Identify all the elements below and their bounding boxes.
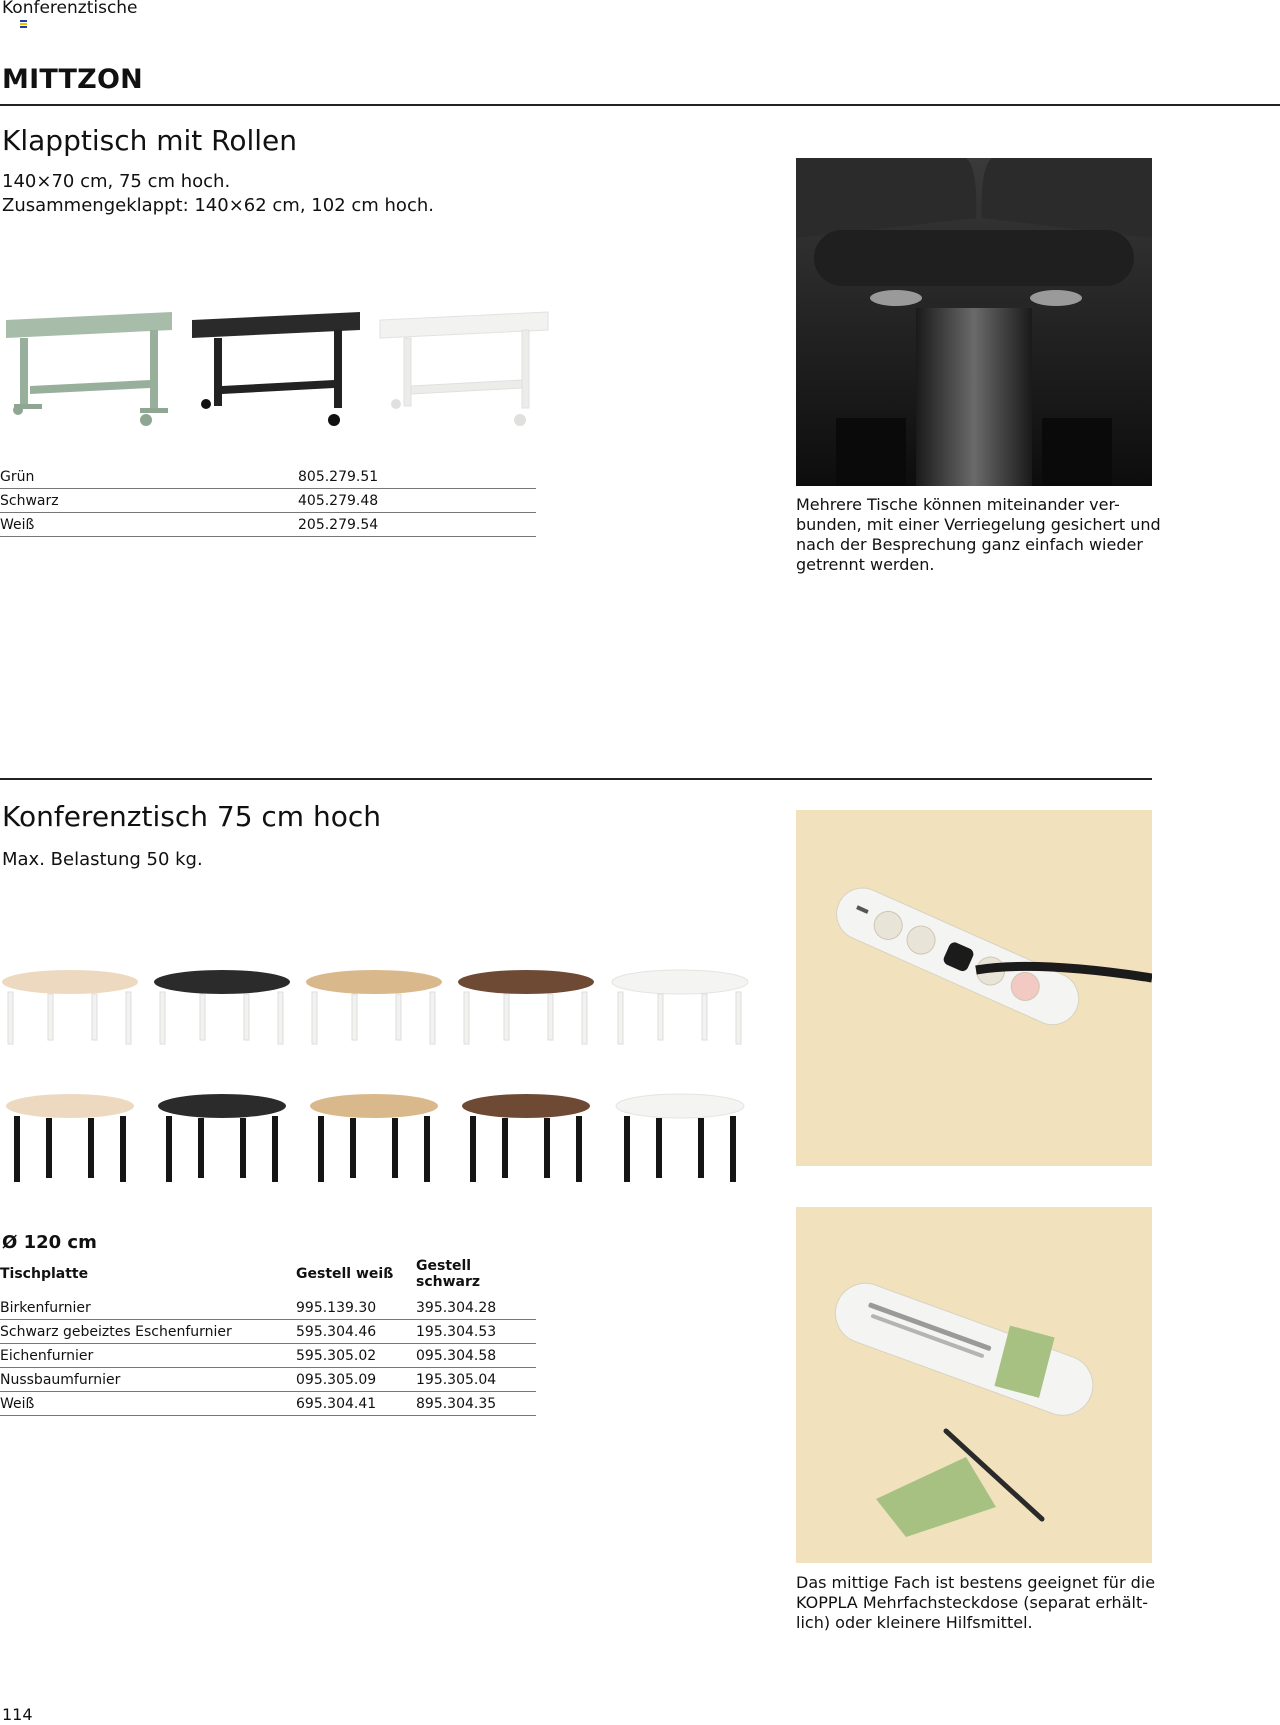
table-row: [0, 1296, 536, 1320]
tabletop-name: Eichenfurnier: [0, 1344, 296, 1368]
connector-caption: [796, 495, 1161, 575]
tray-caption: [796, 1573, 1155, 1633]
table-row: [0, 1344, 536, 1368]
folded-dimensions-line: Zusammengeklappt: 140×62 cm, 102 cm hoch.: [2, 195, 434, 216]
column-header: Gestell schwarz: [416, 1258, 481, 1290]
article-number: 195.305.04: [416, 1368, 536, 1392]
variant-color: Grün: [0, 465, 298, 489]
tabletop-name: Schwarz gebeiztes Eschenfurnier: [0, 1320, 296, 1344]
article-number: 095.305.09: [296, 1368, 416, 1392]
section2-title: Konferenztisch 75 cm hoch: [2, 800, 381, 833]
round-tables-image: [0, 962, 760, 1212]
column-header: Tischplatte: [0, 1266, 89, 1282]
table-row: [0, 489, 536, 513]
table-row: [0, 1320, 536, 1344]
black-folding-table: [192, 312, 360, 426]
storage-tray-photo: [796, 1207, 1152, 1563]
folding-tables-image: [0, 308, 560, 438]
table-header-row: [0, 1258, 536, 1290]
section2-subtitle: Max. Belastung 50 kg.: [2, 849, 203, 870]
caption-line: getrennt werden.: [796, 555, 935, 574]
column-header: Gestell weiß: [296, 1266, 394, 1282]
caption-line: bunden, mit einer Verriegelung gesichert und: [796, 515, 1161, 534]
caption-line: nach der Besprechung ganz einfach wieder: [796, 535, 1143, 554]
caption-line: Mehrere Tische können miteinander ver-: [796, 495, 1120, 514]
brand-title: MITTZON: [2, 64, 143, 95]
oak-table-white-frame: [306, 970, 442, 1044]
divider: [0, 778, 1152, 780]
article-number: 805.279.51: [298, 465, 536, 489]
article-number: 595.304.46: [296, 1320, 416, 1344]
round-table-variants: [0, 1258, 536, 1416]
page-number: 114: [2, 1705, 33, 1724]
ash-black-table-black-frame: [158, 1094, 286, 1182]
caption-line: lich) oder kleinere Hilfsmittel.: [796, 1613, 1033, 1632]
article-number: 595.305.02: [296, 1344, 416, 1368]
tabletop-name: Weiß: [0, 1392, 296, 1416]
article-number: 895.304.35: [416, 1392, 536, 1416]
ash-black-table-white-frame: [154, 970, 290, 1044]
oak-table-black-frame: [310, 1094, 438, 1182]
article-number: 205.279.54: [298, 513, 536, 537]
article-number: 095.304.58: [416, 1344, 536, 1368]
tabletop-name: Birkenfurnier: [0, 1296, 296, 1320]
table-row: [0, 513, 536, 537]
power-strip-photo: [796, 810, 1152, 1166]
white-table-black-frame: [616, 1094, 744, 1182]
article-number: 695.304.41: [296, 1392, 416, 1416]
folding-table-variants: [0, 465, 536, 537]
dimensions-line: 140×70 cm, 75 cm hoch.: [2, 171, 231, 192]
walnut-table-white-frame: [458, 970, 594, 1044]
table-connector-photo: [796, 158, 1152, 486]
birch-table-white-frame: [2, 970, 138, 1044]
table-row: [0, 465, 536, 489]
table-row: [0, 1368, 536, 1392]
table-row: [0, 1392, 536, 1416]
article-number: 405.279.48: [298, 489, 536, 513]
section1-dimensions: [2, 170, 434, 218]
variant-color: Weiß: [0, 513, 298, 537]
article-number: 995.139.30: [296, 1296, 416, 1320]
article-number: 395.304.28: [416, 1296, 536, 1320]
section1-title: Klapptisch mit Rollen: [2, 124, 298, 157]
category-label: Konferenztische: [2, 0, 138, 18]
tabletop-name: Nussbaumfurnier: [0, 1368, 296, 1392]
walnut-table-black-frame: [462, 1094, 590, 1182]
table-diameter: Ø 120 cm: [2, 1232, 97, 1253]
white-folding-table: [380, 312, 548, 426]
caption-line: KOPPLA Mehrfachsteckdose (separat erhält-: [796, 1593, 1148, 1612]
flag-icon: [20, 20, 27, 27]
white-table-white-frame: [612, 970, 748, 1044]
divider: [0, 104, 1280, 106]
green-folding-table: [6, 312, 172, 426]
variant-color: Schwarz: [0, 489, 298, 513]
caption-line: Das mittige Fach ist bestens geeignet für die: [796, 1573, 1156, 1592]
birch-table-black-frame: [6, 1094, 134, 1182]
article-number: 195.304.53: [416, 1320, 536, 1344]
